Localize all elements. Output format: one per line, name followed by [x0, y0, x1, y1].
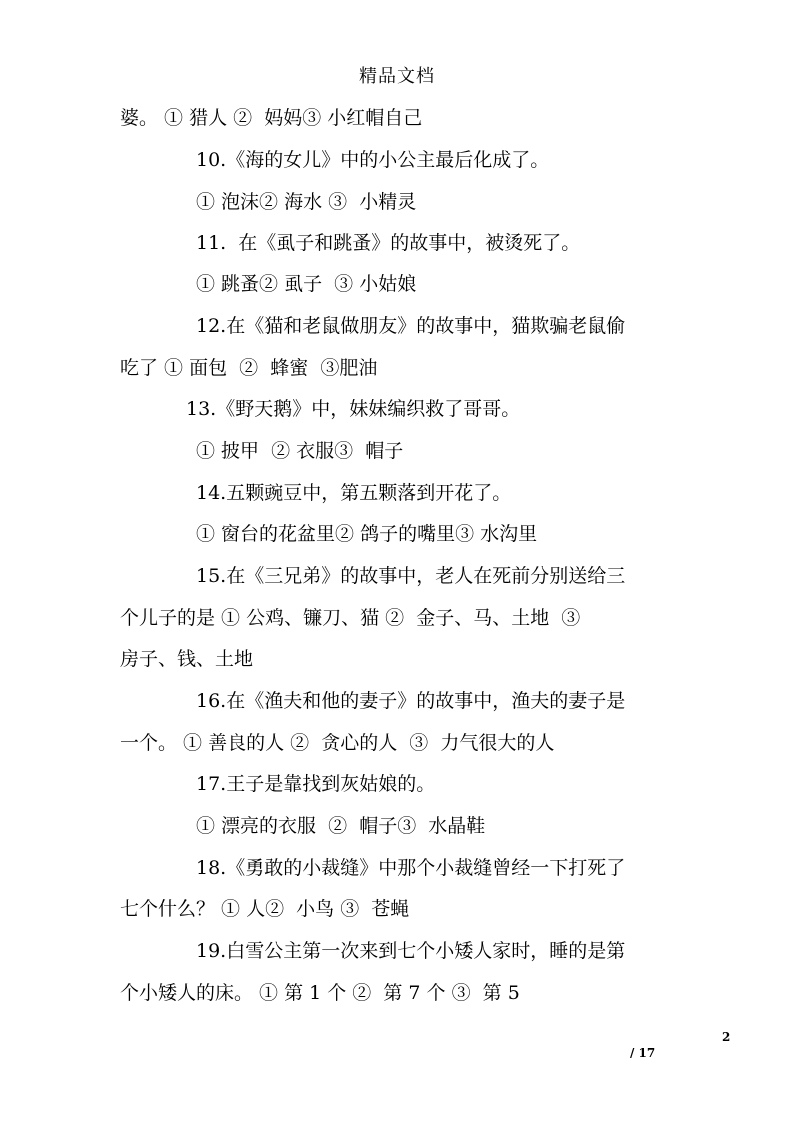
- text-line: ① 披甲 ② 衣服③ 帽子: [196, 440, 404, 462]
- text-line: ① 窗台的花盆里② 鸽子的嘴里③ 水沟里: [196, 523, 538, 545]
- page-number: 2: [722, 1030, 731, 1044]
- text-line: 13.《野天鹅》中，妹妹编织救了哥哥。: [186, 398, 521, 420]
- text-line: 12.在《猫和老鼠做朋友》的故事中，猫欺骗老鼠偷: [196, 315, 626, 337]
- text-line: 个儿子的是 ① 公鸡、镰刀、猫 ② 金子、马、土地 ③: [120, 607, 581, 629]
- text-line: ① 跳蚤② 虱子 ③ 小姑娘: [196, 273, 417, 295]
- text-line: 个小矮人的床。 ① 第 1 个 ② 第 7 个 ③ 第 5: [120, 982, 520, 1004]
- text-line: 15.在《三兄弟》的故事中，老人在死前分别送给三: [196, 565, 626, 587]
- text-line: 吃了 ① 面包 ② 蜂蜜 ③肥油: [120, 357, 378, 379]
- text-line: 16.在《渔夫和他的妻子》的故事中，渔夫的妻子是: [196, 690, 626, 712]
- page-total: / 17: [630, 1046, 656, 1060]
- text-line: 18.《勇敢的小裁缝》中那个小裁缝曾经一下打死了: [196, 857, 626, 879]
- page-header: 精品文档: [359, 66, 435, 87]
- text-line: 14.五颗豌豆中，第五颗落到开花了。: [196, 482, 512, 504]
- text-line: ① 泡沫② 海水 ③ 小精灵: [196, 191, 417, 213]
- text-line: 一个。 ① 善良的人 ② 贪心的人 ③ 力气很大的人: [120, 732, 555, 754]
- text-line: 19.白雪公主第一次来到七个小矮人家时，睡的是第: [196, 940, 626, 962]
- text-line: 17.王子是靠找到灰姑娘的。: [196, 773, 436, 795]
- text-line: 七个什么？ ① 人② 小鸟 ③ 苍蝇: [120, 898, 410, 920]
- text-line: 房子、钱、土地: [120, 648, 254, 670]
- text-line: 11. 在《虱子和跳蚤》的故事中，被烫死了。: [196, 232, 581, 254]
- text-line: 婆。 ① 猎人 ② 妈妈③ 小红帽自己: [120, 107, 423, 129]
- text-line: 10.《海的女儿》中的小公主最后化成了。: [196, 149, 550, 171]
- text-line: ① 漂亮的衣服 ② 帽子③ 水晶鞋: [196, 815, 486, 837]
